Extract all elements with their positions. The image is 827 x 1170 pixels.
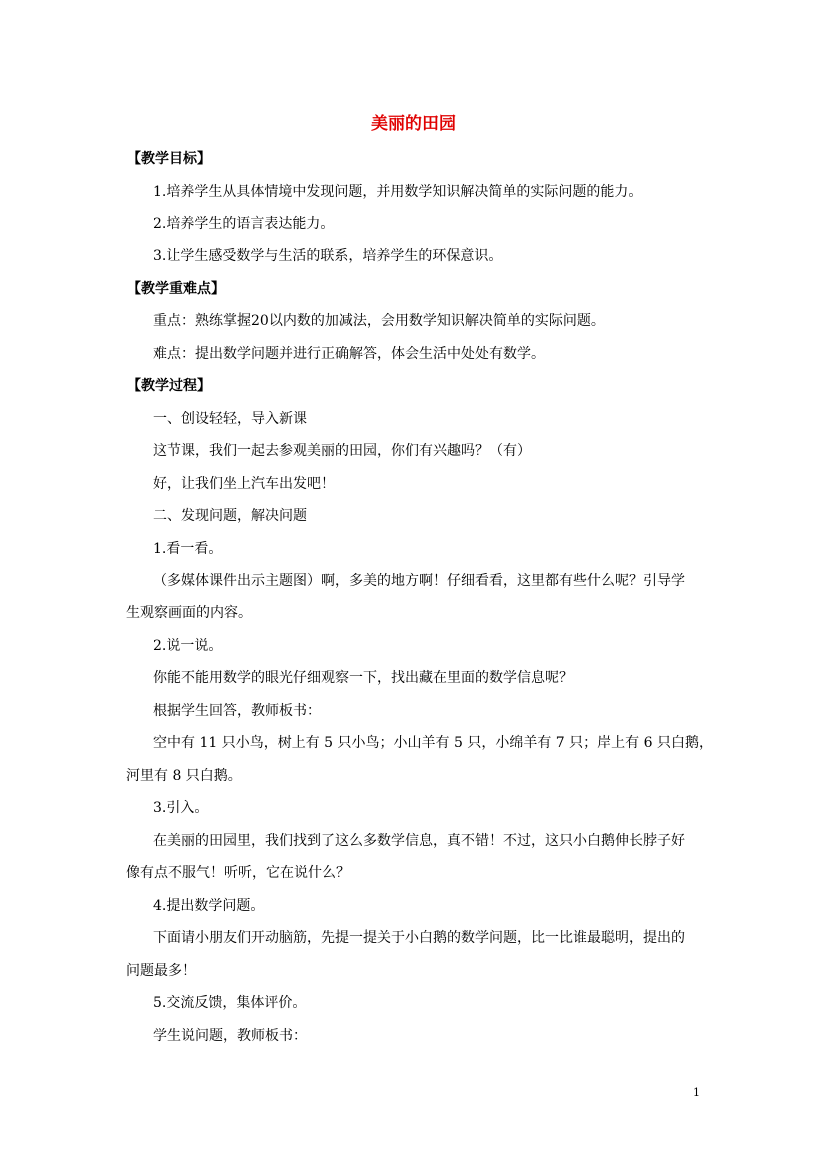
page-number: 1 xyxy=(693,1086,700,1099)
paragraph-line: 在美丽的田园里，我们找到了这么多数学信息，真不错！不过，这只小白鹅伸长脖子好 xyxy=(153,833,685,849)
paragraph-line: 2.说一说。 xyxy=(153,638,223,654)
paragraph-line: 二、发现问题，解决问题 xyxy=(153,508,307,524)
paragraph-line: 2.培养学生的语言表达能力。 xyxy=(153,216,335,232)
paragraph-line: 学生说问题，教师板书： xyxy=(153,1028,307,1044)
section-heading-process: 【教学过程】 xyxy=(127,378,211,394)
paragraph-line: 这节课，我们一起去参观美丽的田园，你们有兴趣吗？（有） xyxy=(153,443,531,459)
paragraph-line: 3.引入。 xyxy=(153,800,209,816)
paragraph-line: 4.提出数学问题。 xyxy=(153,898,265,914)
paragraph-line: 河里有 8 只白鹅。 xyxy=(126,768,242,784)
paragraph-line: 3.让学生感受数学与生活的联系，培养学生的环保意识。 xyxy=(153,248,503,264)
paragraph-line: 重点：熟练掌握20以内数的加减法，会用数学知识解决简单的实际问题。 xyxy=(153,313,605,329)
section-heading-key-points: 【教学重难点】 xyxy=(127,281,225,297)
paragraph-line: 1.培养学生从具体情境中发现问题，并用数学知识解决简单的实际问题的能力。 xyxy=(153,184,643,200)
paragraph-line: 你能不能用数学的眼光仔细观察一下，找出藏在里面的数学信息呢？ xyxy=(153,670,573,686)
paragraph-line: 空中有 11 只小鸟，树上有 5 只小鸟；小山羊有 5 只，小绵羊有 7 只；岸上有 6 只白鹅， xyxy=(153,735,713,751)
paragraph-line: 一、创设轻轻，导入新课 xyxy=(153,411,307,427)
paragraph-line: 难点：提出数学问题并进行正确解答，体会生活中处处有数学。 xyxy=(153,346,545,362)
paragraph-line: 1.看一看。 xyxy=(153,541,223,557)
document-title: 美丽的田园 xyxy=(371,114,456,134)
paragraph-line: 像有点不服气！听听，它在说什么？ xyxy=(126,865,350,881)
paragraph-line: 5.交流反馈，集体评价。 xyxy=(153,995,307,1011)
paragraph-line: 生观察画面的内容。 xyxy=(126,605,252,621)
section-heading-objectives: 【教学目标】 xyxy=(127,151,211,167)
paragraph-line: 问题最多！ xyxy=(126,963,196,979)
paragraph-line: 下面请小朋友们开动脑筋，先提一提关于小白鹅的数学问题，比一比谁最聪明，提出的 xyxy=(153,930,685,946)
paragraph-line: （多媒体课件出示主题图）啊，多美的地方啊！仔细看看，这里都有些什么呢？引导学 xyxy=(153,573,685,589)
paragraph-line: 根据学生回答，教师板书： xyxy=(153,703,321,719)
paragraph-line: 好，让我们坐上汽车出发吧！ xyxy=(153,476,335,492)
